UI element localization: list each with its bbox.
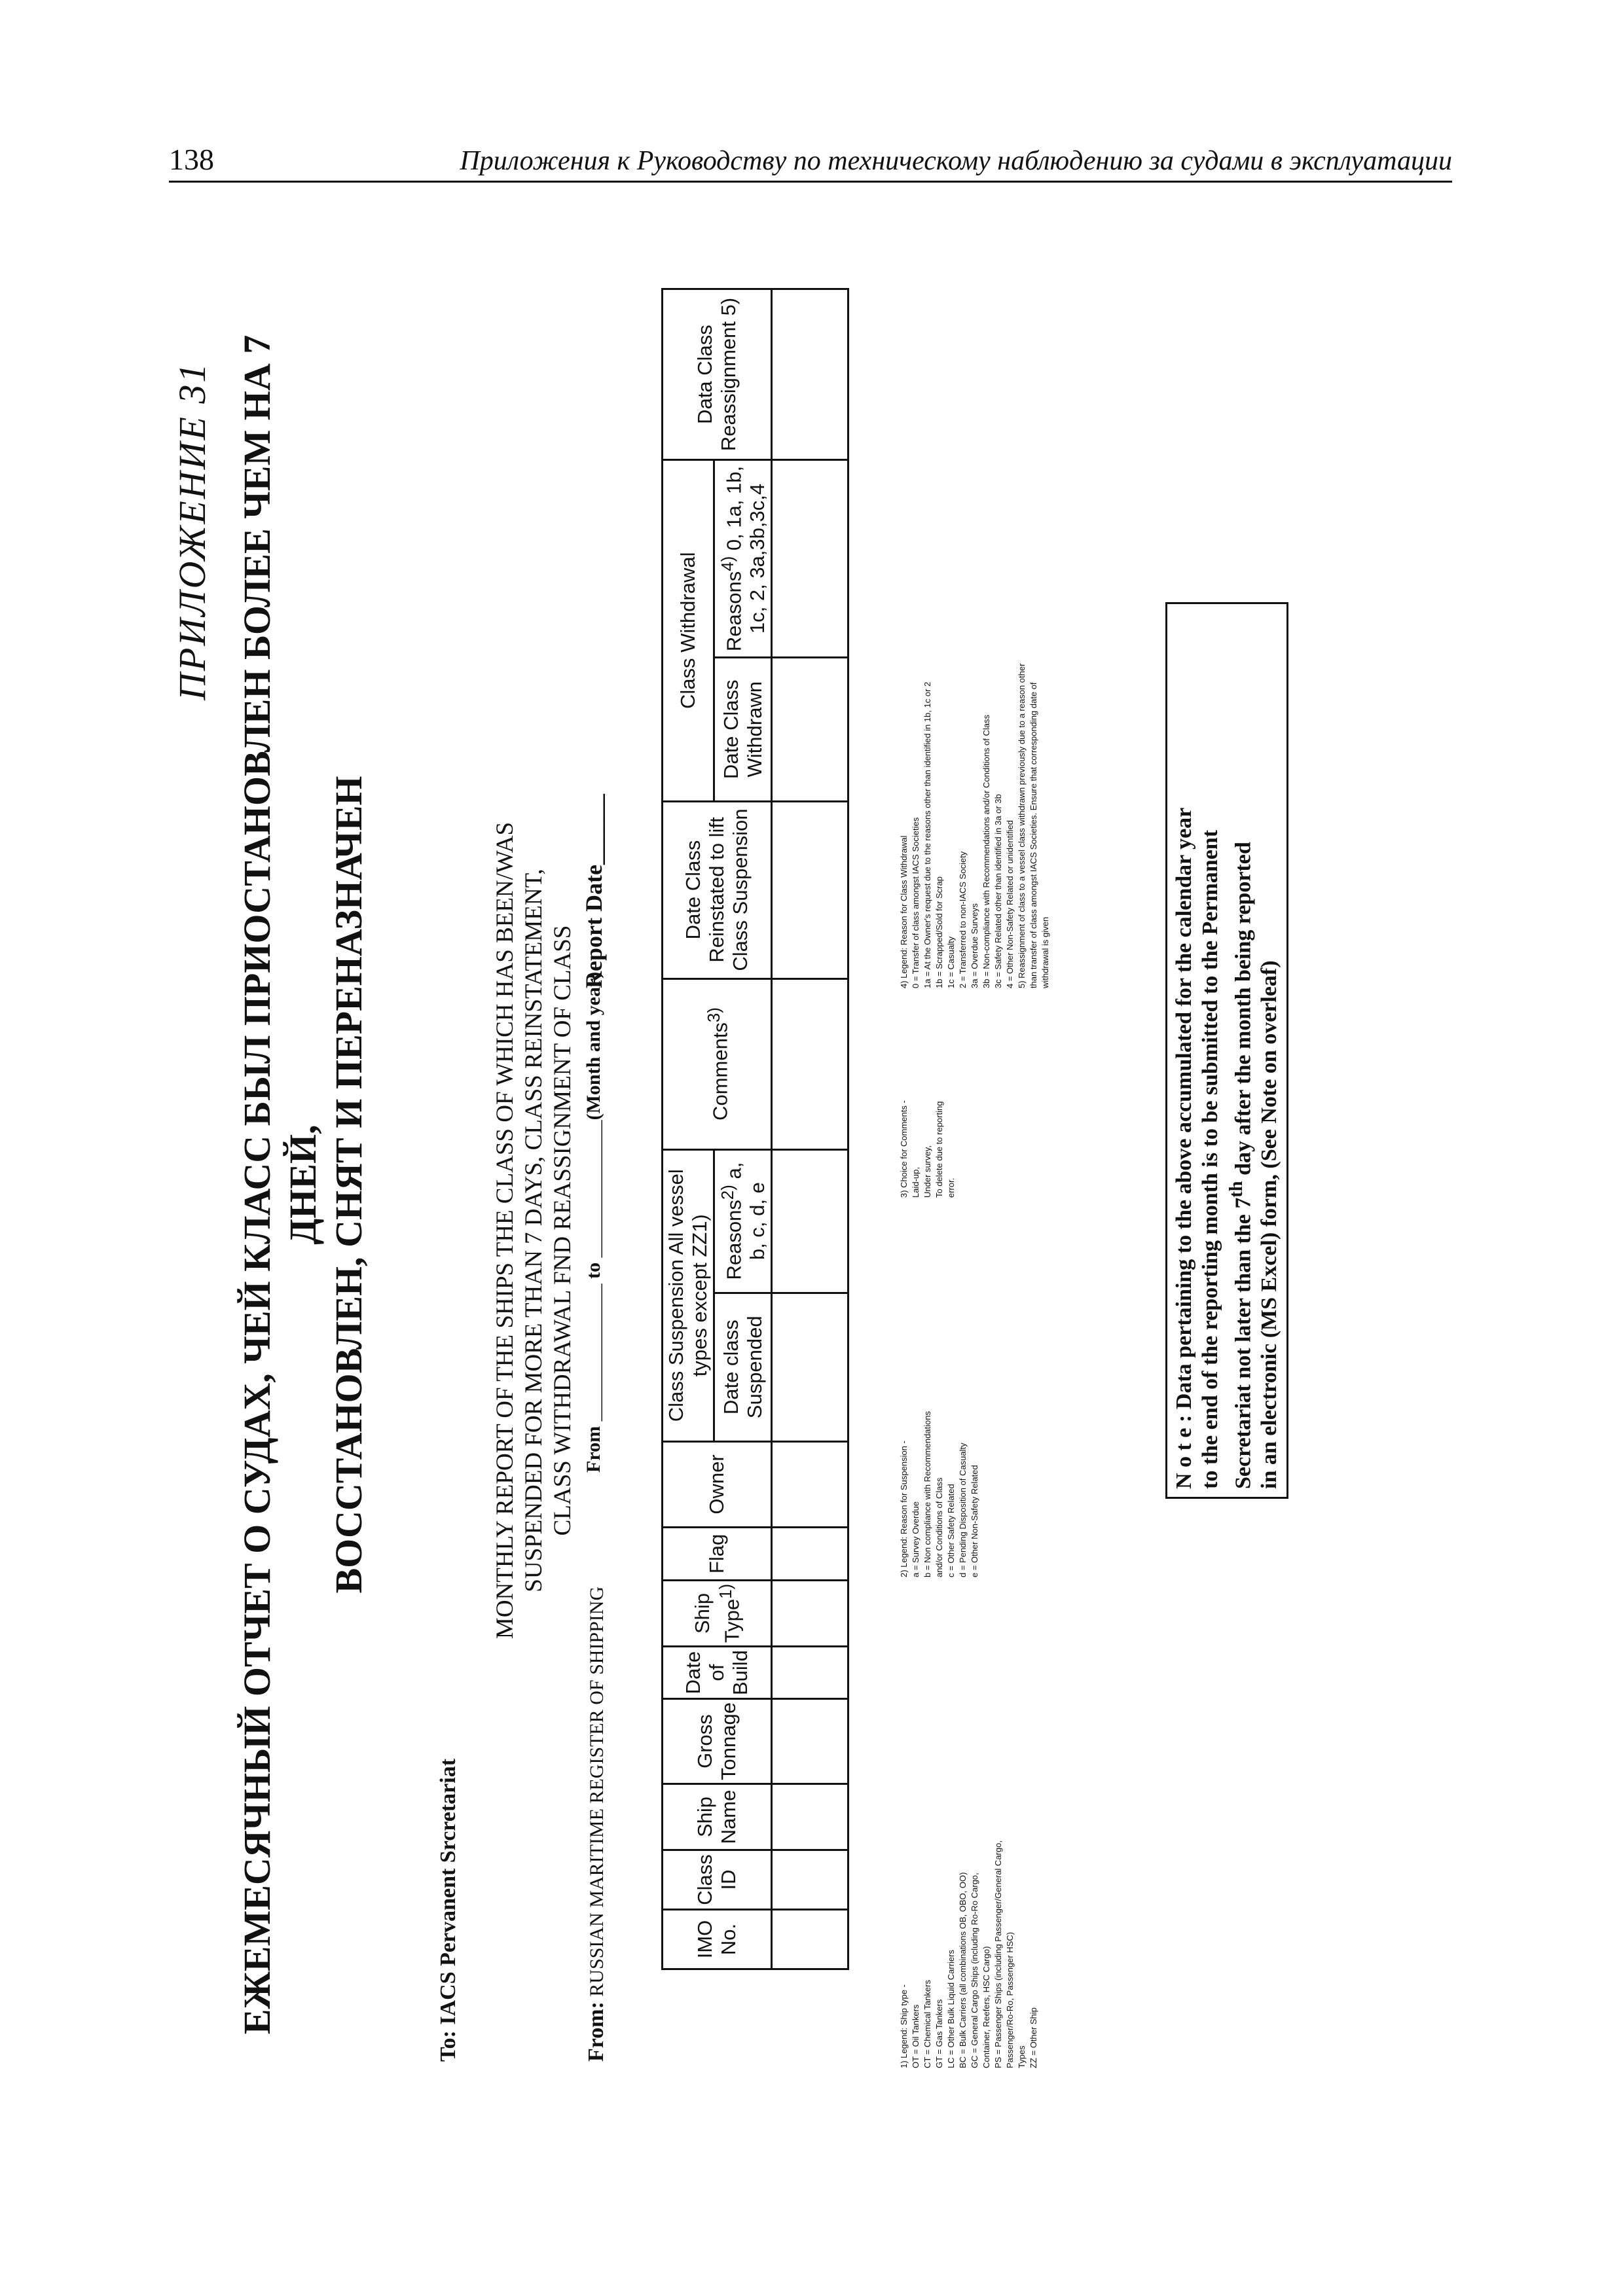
form-title: [234, 281, 372, 2088]
legend-suspension: [898, 1342, 981, 1577]
col-reasons-suspension: [714, 1149, 772, 1293]
cell-reasons-susp[interactable]: [772, 1149, 848, 1293]
period-month-label: (Month and year): [583, 971, 604, 1121]
table-header-row-1: [663, 289, 714, 1969]
legend-line: error.: [946, 1177, 956, 1198]
col-suspension-group: Class Suspension All vessel types except ZZ1): [663, 1149, 714, 1441]
cell-imo[interactable]: [772, 1910, 848, 1969]
legend-line: GC = General Cargo Ships (including Ro-Ro Cargo,: [970, 1873, 979, 2068]
legend-line: OT = Oil Tankers: [911, 2004, 921, 2068]
legend-line: PS = Passenger Ships (including Passenger/General Cargo,: [993, 1840, 1003, 2068]
legend-line: 3c = Safety Related other than identified in 3a or 3b: [993, 794, 1003, 988]
legend-line: Laid-up,: [911, 1167, 921, 1198]
reasons-wd-label: Reasons: [722, 571, 746, 652]
col-ship-name: Ship Name: [663, 1784, 772, 1850]
legend-line: 2 = Transferred to non-IACS Society: [958, 851, 968, 988]
subtitle-line-3: CLASS WITHDRAWAL FND REASSIGNMENT OF CLASS: [549, 925, 576, 1536]
period-from-label: From: [583, 1426, 604, 1473]
legend-line: Types: [1017, 2045, 1027, 2068]
running-title: Приложения к Руководству по техническому наблюдению за судами в эксплуатации: [460, 146, 1452, 176]
reasons-wd-note: 4): [719, 556, 737, 571]
cell-flag[interactable]: [772, 1527, 848, 1580]
legend-line: 5) Reassignment of class to a vessel class withdrawn previously due to a reason other: [1017, 663, 1027, 988]
col-class-id: Class ID: [663, 1850, 772, 1910]
legend-ship-type: [898, 1761, 1040, 2068]
page-number: 138: [169, 143, 214, 176]
comments-note: 3): [704, 1007, 723, 1023]
col-reasons-withdrawal: [714, 460, 772, 658]
subtitle-line-1: MONTHLY REPORT OF THE SHIPS THE CLASS OF WHICH HAS BEEN/WAS: [492, 821, 519, 1640]
legend-comments: [898, 988, 957, 1198]
legend-line: 1a = At the Owner's request due to the reasons other than identified in 1b, 1c or 2: [922, 681, 932, 988]
legend-line: 0 = Transfer of class amongst IACS Societies: [911, 817, 921, 988]
legend-line: Passenger/Ro-Ro, Passenger HSC): [1005, 1931, 1015, 2068]
legend-line: Container, Reefers, HSC Cargo): [981, 1946, 991, 2068]
legend-line: 3a = Overdue Surveys: [970, 903, 979, 988]
report-date-blank[interactable]: ______: [581, 794, 607, 865]
period-line: [583, 972, 605, 1473]
cell-ship-type[interactable]: [772, 1580, 848, 1646]
legend-line: 1c = Casualty: [946, 936, 956, 988]
reasons-susp-label: Reasons: [722, 1200, 746, 1280]
ship-type-label: Ship Type: [690, 1593, 743, 1643]
report-date: [580, 794, 608, 988]
legend-line: GT = Gas Tankers: [934, 1999, 944, 2068]
from-label: From:: [584, 2001, 608, 2062]
title-line-2: ВОССТАНОВЛЕН, СНЯТ И ПЕРЕНАЗНАЧЕН: [327, 776, 370, 1594]
legend-line: 4) Legend: Reason for Class Withdrawal: [899, 835, 909, 988]
col-date-withdrawn: Date Class Withdrawn: [714, 657, 772, 801]
cell-comments[interactable]: [772, 978, 848, 1149]
note-sup: th: [1226, 1181, 1247, 1198]
note-lead: N o t e :: [1172, 1414, 1196, 1489]
rotated-form: [137, 216, 1460, 2166]
col-reassignment: Data Class Reassignment 5): [663, 289, 772, 460]
subtitle-line-2: SUSPENDED FOR MORE THAN 7 DAYS, CLASS REINSTATEMENT,: [520, 869, 547, 1592]
ship-type-note: 1): [716, 1583, 735, 1599]
note-text-3b: day after the month being reported: [1231, 842, 1256, 1181]
legend-line: To delete due to reporting: [934, 1101, 944, 1198]
period-from-blank[interactable]: ______________: [583, 1283, 604, 1422]
note-box: [1165, 602, 1288, 1499]
cell-owner[interactable]: [772, 1441, 848, 1527]
page-header: [169, 143, 1452, 183]
from-value: RUSSIAN MARITIME REGISTER OF SHIPPING: [586, 1586, 608, 1997]
cell-gross[interactable]: [772, 1699, 848, 1784]
legend-withdrawal: [898, 569, 1051, 988]
col-flag: Flag: [663, 1527, 772, 1580]
appendix-label: ПРИЛОЖЕНИЕ 31: [171, 361, 213, 700]
comments-label: Comments: [708, 1022, 731, 1121]
note-text-2: to the end of the reporting month is to be submitted to the Permanent: [1198, 829, 1222, 1489]
cell-date-build[interactable]: [772, 1647, 848, 1699]
col-imo: IMO No.: [663, 1910, 772, 1969]
legend-line: Under survey,: [922, 1145, 932, 1198]
legend-line: withdrawal is given: [1040, 916, 1050, 988]
legend-line: 1) Legend: Ship type -: [899, 1984, 909, 2068]
cell-ship-name[interactable]: [772, 1784, 848, 1850]
col-comments: [663, 978, 772, 1149]
from-line: [584, 1587, 609, 2062]
col-reinstated: Date Class Reinstated to lift Class Suspension: [663, 801, 772, 978]
col-withdrawal-group: Class Withdrawal: [663, 460, 714, 802]
legend-line: 3) Choice for Comments -: [899, 1100, 909, 1198]
legend-line: and/or Conditions of Class: [934, 1477, 944, 1577]
legend-line: d = Pending Disposition of Casualty: [958, 1443, 968, 1577]
table-row: [772, 289, 848, 1969]
cell-date-suspended[interactable]: [772, 1293, 848, 1441]
reasons-susp-note: 2): [719, 1185, 737, 1200]
reasons-susp-values: a, b, c, d, e: [722, 1162, 769, 1261]
cell-date-withdrawn[interactable]: [772, 657, 848, 801]
cell-reasons-wd[interactable]: [772, 460, 848, 658]
col-ship-type: [663, 1580, 772, 1646]
legend-line: b = Non compliance with Recommendations: [922, 1411, 932, 1577]
legend-line: 2) Legend: Reason for Suspension -: [899, 1441, 909, 1577]
col-gross-tonnage: Gross Tonnage: [663, 1699, 772, 1784]
legend-line: BC = Bulk Carriers (all combinations OB, OBO, OO): [958, 1872, 968, 2068]
note-text-1: Data pertaining to the above accumulated for the calendar year: [1172, 807, 1196, 1410]
note-text-3: Secretariat not later than the 7: [1231, 1197, 1256, 1489]
legend-line: CT = Chemical Tankers: [922, 1980, 932, 2068]
col-date-build: Date of Build: [663, 1647, 772, 1699]
legend-line: c = Other Safety Related: [946, 1484, 956, 1577]
legend-line: e = Other Non-Safety Related: [970, 1465, 979, 1577]
subtitle: [491, 779, 577, 1682]
col-date-suspended: Date class Suspended: [714, 1293, 772, 1441]
period-to-label: to: [583, 1262, 604, 1279]
legend-line: 4 = Other Non-Safety Related or unidentified: [1005, 820, 1015, 988]
cell-class-id[interactable]: [772, 1850, 848, 1910]
legend-line: 3b = Non-compliance with Recommendations and/or Conditions of Class: [981, 714, 991, 988]
legend-line: ZZ = Other Ship: [1029, 2007, 1038, 2068]
cell-reassignment[interactable]: [772, 289, 848, 460]
to-line: To: IACS Pervanent Srcretariat: [436, 1758, 460, 2062]
cell-reinstated[interactable]: [772, 801, 848, 978]
period-to-blank[interactable]: ______________: [583, 1120, 604, 1258]
note-text-4: in an electronic (MS Excel) form, (See Note on overleaf): [1257, 960, 1282, 1489]
report-date-label: Report Date: [581, 865, 607, 988]
reasons-wd-values: 0, 1a, 1b, 1c, 2, 3a,3b,3c,4: [722, 465, 769, 634]
col-owner: Owner: [663, 1441, 772, 1527]
legend-line: than transfer of class amongst IACS Societies. Ensure that corresponding date of: [1029, 682, 1038, 988]
legend-line: 1b = Scrapped/Sold for Scrap: [934, 876, 944, 988]
legend-line: a = Survey Overdue: [911, 1501, 921, 1577]
legend-line: LC = Other Bulk Liquid Carriers: [946, 1950, 956, 2068]
report-table: [661, 288, 849, 1970]
title-line-1: ЕЖЕМЕСЯЧНЫЙ ОТЧЕТ О СУДАХ, ЧЕЙ КЛАСС БЫЛ ПРИОСТАНОВЛЕН БОЛЕЕ ЧЕМ НА 7 ДНЕЙ,: [236, 334, 324, 2035]
